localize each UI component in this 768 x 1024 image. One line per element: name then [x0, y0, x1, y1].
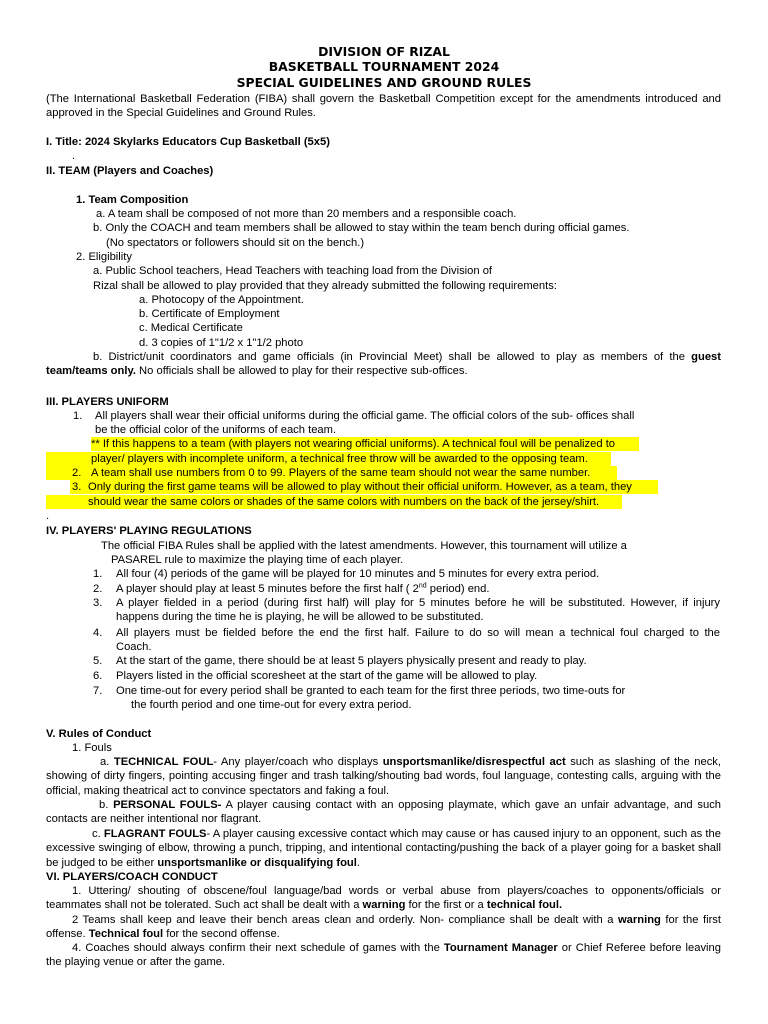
- section-3-dot: .: [46, 510, 50, 522]
- regulation-number: 7.: [93, 685, 103, 697]
- section-4-title: IV. PLAYERS' PLAYING REGULATIONS: [46, 525, 252, 537]
- header-division: DIVISION OF RIZAL: [318, 44, 450, 59]
- regulation-number: 2.: [93, 583, 103, 595]
- eligibility-a-line2: Rizal shall be allowed to play provided that they already submitted the following requirements:: [93, 280, 557, 292]
- uniform-note-line1: ** If this happens to a team (with players not wearing official uniforms). A technical foul will be penalized to: [91, 438, 616, 450]
- regulation-item-4-line1: All players must be fielded before the end the first half. Failure to do so will mean a technical foul charged to the: [116, 627, 720, 639]
- fouls-heading: 1. Fouls: [72, 742, 112, 754]
- eligibility-a-line1: a. Public School teachers, Head Teachers with teaching load from the Division of: [93, 265, 493, 277]
- uniform-item-2-number: 2.: [72, 467, 82, 479]
- conduct-item-4: 4. Coaches should always confirm their next schedule of games with the Tournament Manager or Chief Referee before leaving the playing venue or after the game.: [46, 942, 721, 969]
- regulation-item-3-line2: happens during the time he is playing, he will be allowed to be substituted.: [116, 611, 484, 623]
- section-1-dot: .: [72, 150, 76, 162]
- regulation-number: 1.: [93, 568, 103, 580]
- intro-paragraph: (The International Basketball Federation (FIBA) shall govern the Basketball Competition except for the amendments introduced and approved in the Special Guidelines and Ground Rules.: [46, 93, 721, 120]
- flagrant-fouls-paragraph: c. FLAGRANT FOULS- A player causing excessive contact which may cause or has caused injury to an opponent, such as the excessive swinging of elbow, throwing a punch, tripping, and intentional contacting/pushing the back of a player going for a basket shall be judged to be either unsportsmanlike or disqualifying foul.: [46, 828, 721, 869]
- eligibility-b: b. District/unit coordinators and game officials (in Provincial Meet) shall be allowed to play as members of the guest team/teams only. No officials shall be allowed to play for their respective sub-offices.: [46, 351, 721, 378]
- team-composition-b: b. Only the COACH and team members shall be allowed to stay within the team bench during official games.: [93, 222, 630, 234]
- section-5-title: V. Rules of Conduct: [46, 728, 152, 740]
- regulation-item-7-line1: One time-out for every period shall be granted to each team for the first three periods, two time-outs for: [116, 685, 626, 697]
- regulation-number: 3.: [93, 597, 103, 609]
- section-1-title: I. Title: 2024 Skylarks Educators Cup Basketball (5x5): [46, 136, 330, 148]
- regulations-intro-line1: The official FIBA Rules shall be applied with the latest amendments. However, this tournament will utilize a: [101, 540, 627, 552]
- section-6-title: VI. PLAYERS/COACH CONDUCT: [46, 871, 218, 883]
- conduct-item-2: 2 Teams shall keep and leave their bench areas clean and orderly. Non- compliance shall be dealt with a warning for the first offense. Technical foul for the second offense.: [46, 914, 721, 941]
- requirement-b: b. Certificate of Employment: [139, 308, 280, 320]
- regulations-intro-line2: PASAREL rule to maximize the playing time of each player.: [111, 554, 404, 566]
- team-composition-title: 1. Team Composition: [76, 194, 189, 206]
- uniform-item-2: A team shall use numbers from 0 to 99. Players of the same team should not wear the same number.: [91, 467, 591, 479]
- regulation-item-1: All four (4) periods of the game will be played for 10 minutes and 5 minutes for every extra period.: [116, 568, 600, 580]
- eligibility-title: 2. Eligibility: [76, 251, 132, 263]
- conduct-item-1: 1. Uttering/ shouting of obscene/foul language/bad words or verbal abuse from players/coaches to opponents/officials or teammates shall not be tolerated. Such act shall be dealt with a warning for the first or a technical foul.: [46, 885, 721, 912]
- regulation-item-2: A player should play at least 5 minutes before the first half ( 2nd period) end.: [116, 582, 490, 595]
- uniform-item-3-line1: Only during the first game teams will be allowed to play without their official uniform. However, as a team, they: [88, 481, 632, 493]
- uniform-item-3-number: 3.: [72, 481, 82, 493]
- requirement-d: d. 3 copies of 1"1/2 x 1"1/2 photo: [139, 337, 304, 349]
- personal-fouls-paragraph: b. PERSONAL FOULS- A player causing contact with an opposing playmate, which gave an unfair advantage, and such contacts are neither intentional nor flagrant.: [46, 799, 722, 826]
- header-guidelines: SPECIAL GUIDELINES AND GROUND RULES: [236, 75, 532, 90]
- regulation-number: 4.: [93, 627, 103, 639]
- technical-foul-paragraph: a. TECHNICAL FOUL- Any player/coach who displays unsportsmanlike/disrespectful act such as slashing of the neck, showing of dirty fingers, pointing accusing finger and trash talking/shouting bad words, foul language, contesting calls, arguing with the official, making theatrical act to convince spectators and faking a foul.: [46, 756, 721, 797]
- section-2-title: II. TEAM (Players and Coaches): [46, 165, 214, 177]
- uniform-note-line2: player/ players with incomplete uniform, a technical free throw will be awarded to the opposing team.: [91, 453, 588, 465]
- uniform-item-3-line2: should wear the same colors or shades of the same colors with numbers on the back of the jersey/shirt.: [88, 496, 600, 508]
- uniform-item-1-line1: All players shall wear their official uniforms during the official game. The official colors of the sub- offices shall: [95, 410, 635, 422]
- regulation-item-6: Players listed in the official scoresheet at the start of the game will be allowed to play.: [116, 670, 538, 682]
- regulation-number: 5.: [93, 655, 103, 667]
- regulation-item-4-line2: Coach.: [116, 641, 152, 653]
- regulation-number: 6.: [93, 670, 103, 682]
- header-tournament: BASKETBALL TOURNAMENT 2024: [268, 59, 500, 74]
- regulation-item-3-line1: A player fielded in a period (during first half) will play for 5 minutes before he will be substituted. However, if injury: [116, 597, 720, 609]
- regulation-item-5: At the start of the game, there should be at least 5 players physically present and ready to play.: [116, 655, 587, 667]
- requirement-a: a. Photocopy of the Appointment.: [139, 294, 304, 306]
- team-composition-a: a. A team shall be composed of not more than 20 members and a responsible coach.: [96, 208, 517, 220]
- regulation-item-7-line2: the fourth period and one time-out for every extra period.: [131, 699, 412, 711]
- team-composition-b-note: (No spectators or followers should sit on the bench.): [106, 237, 365, 249]
- section-3-title: III. PLAYERS UNIFORM: [46, 396, 169, 408]
- uniform-item-1-number: 1.: [73, 410, 83, 422]
- requirement-c: c. Medical Certificate: [139, 322, 243, 334]
- uniform-item-1-line2: be the official color of the uniforms of each team.: [95, 424, 337, 436]
